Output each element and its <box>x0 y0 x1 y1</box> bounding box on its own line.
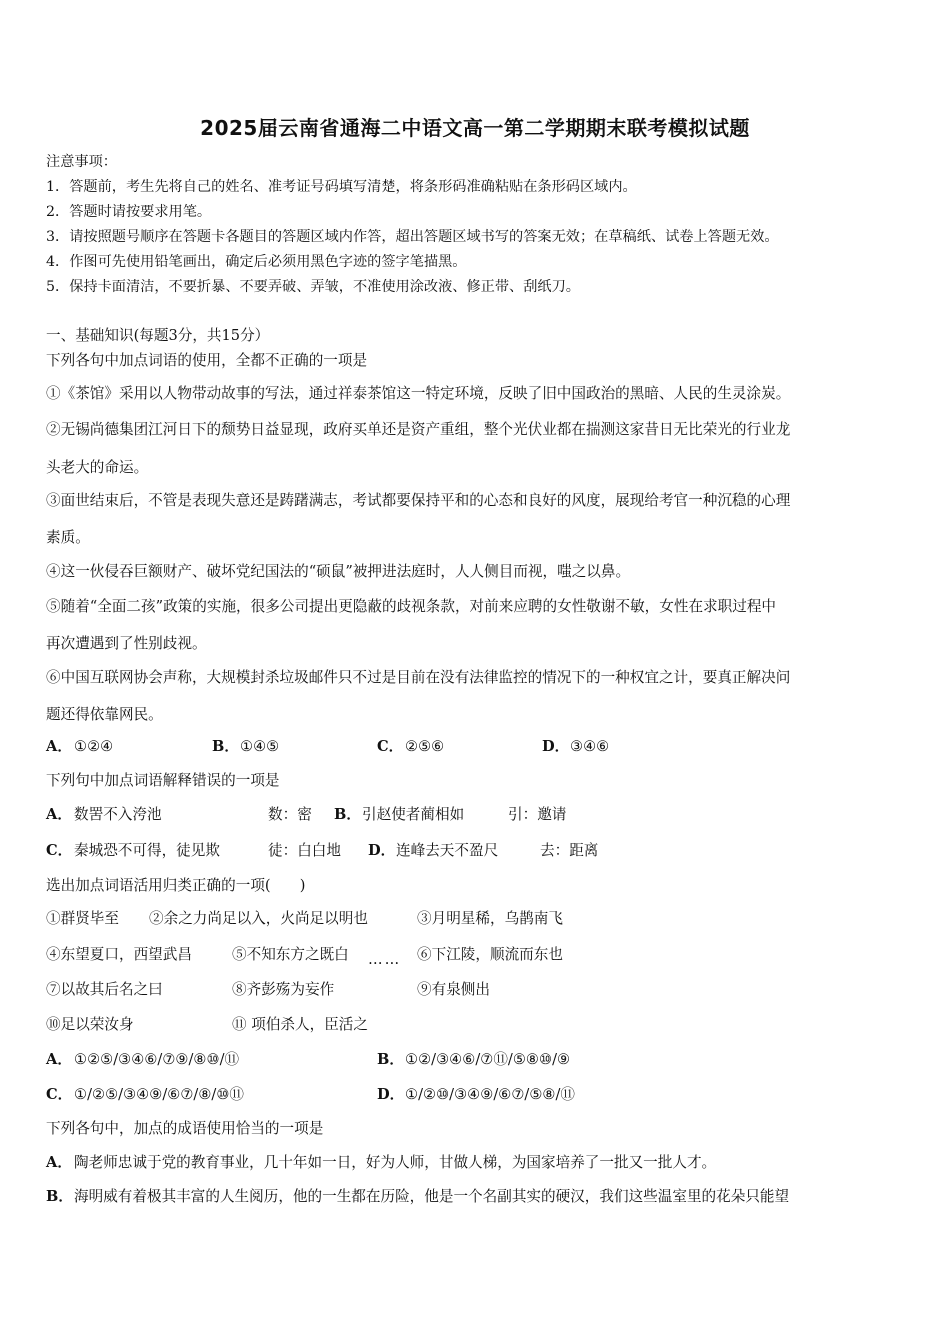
notice-heading: 注意事项： <box>46 154 117 170</box>
item: ①群贤毕至 <box>46 910 119 927</box>
notice-item: 3．请按照题号顺序在答题卡各题目的答题区域内作答，超出答题区域书写的答案无效；在草稿纸、试卷上答题无效。 <box>46 229 779 245</box>
item: ⑥下江陵，顺流而东也 <box>417 946 563 963</box>
question-stem: 下列各句中加点词语的使用，全都不正确的一项是 <box>46 352 368 369</box>
sentence: ③面世结束后，不管是表现失意还是踌躇满志，考试都要保持平和的心态和良好的风度，展现给考官一种沉稳的心理 <box>46 492 791 509</box>
item: ⑨有泉侧出 <box>417 981 490 998</box>
item: ⑤不知东方之既白 <box>232 946 349 963</box>
item: ②余之力尚足以入，火尚足以明也 <box>149 910 368 927</box>
sentence: 题还得依靠网民。 <box>46 706 163 723</box>
exam-page: 2025届云南省通海二中语文高一第二学期期末联考模拟试题 注意事项： 1．答题前，考生先将自己的姓名、准考证号码填写清楚，将条形码准确粘贴在条形码区域内。 2．答题时请按要求用笔。 3．请按照题号顺序在答题卡各题目的答题区域内作答，超出答题区域书写的答案无效；在草稿纸、试卷上答题无效。 4．作图可先使用铅笔画出，确定后必须用黑色字迹的签字笔描黑。 5．保持卡面清洁，不要折暴、不要弄破、弄皱，不准使用涂改液、修正带、刮纸刀。 一、基础知识(每题3分，共15分） 下列各句中加点词语的使用，全都不正确的一项是 ①《茶馆》采用以人物带动故事的写法，通过祥泰茶馆这一特定环境，反映了旧中国政治的黑暗、人民的生灵涂炭。 ②无锡尚德集团江河日下的颓势日益显现，政府买单还是资产重组，整个光伏业都在揣测这家昔日无比荣光的行业龙 头老大的命运。 ③面世结束后，不管是表现失意还是踌躇满志，考试都要保持平和的心态和良好的风度，展现给考官一种沉稳的心理 素质。 ④这一伙侵吞巨额财产、破坏党纪国法的“硕鼠”被押进法庭时，人人侧目而视，嗤之以鼻。 ⑤随着“全面二孩”政策的实施，很多公司提出更隐蔽的歧视条款，对前来应聘的女性敬谢不敏，女性在求职过程中 再次遭遇到了性别歧视。 ⑥中国互联网协会声称，大规模封杀垃圾邮件只不过是目前在没有法律监控的情况下的一种权宜之计，要真正解决问 题还得依靠网民。 A． ①②④ B． ①④⑤ C． ②⑤⑥ D． ③④⑥ 下列句中加点词语解释错误的一项是 A． 数罟不入洿池 数：密 B． 引赵使者蔺相如 引：邀请 C． 秦城恐不可得，徒见欺 徒：白白地 D． 连峰去天不盈尺 去：距离 选出加点词语活用归类正确的一项( ) ①群贤毕至 ②余之力尚足以入，火尚足以明也 ③月明星稀，乌鹊南飞 ④东望夏口，西望武昌 ⑤不知东方之既白 …… ⑥下江陵，顺流而东也 ⑦以故其后名之曰 ⑧齐彭殇为妄作 ⑨有泉侧出 ⑩足以荣汝身 ⑪ 项伯杀人，臣活之 A． ①②⑤/③④⑥/⑦⑨/⑧⑩/⑪ B． ①②/③④⑥/⑦⑪/⑤⑧⑩/⑨ C． ①/②⑤/③④⑨/⑥⑦/⑧/⑩⑪ D． ①/②⑩/③④⑨/⑥⑦/⑤⑧/⑪ 下列各句中，加点的成语使用恰当的一项是 A． 陶老师忠诚于党的教育事业，几十年如一日，好为人师，甘做人梯，为国家培养了一批又一批人才。 B． 海明威有着极其丰富的人生阅历，他的一生都在历险，他是一个名副其实的硬汉，我们这些温室里的花朵只能望 <box>0 0 950 1344</box>
notice-item: 5．保持卡面清洁，不要折暴、不要弄破、弄皱，不准使用涂改液、修正带、刮纸刀。 <box>46 279 580 295</box>
item: ⑦以故其后名之曰 <box>46 981 163 998</box>
question-stem: 选出加点词语活用归类正确的一项( ) <box>46 877 306 894</box>
sentence: ⑤随着“全面二孩”政策的实施，很多公司提出更隐蔽的歧视条款，对前来应聘的女性敬谢不敏，女性在求职过程中 <box>46 598 777 615</box>
sentence: ②无锡尚德集团江河日下的颓势日益显现，政府买单还是资产重组，整个光伏业都在揣测这家昔日无比荣光的行业龙 <box>46 421 791 438</box>
emphasis-dots: …… <box>368 951 402 968</box>
page-title: 2025届云南省通海二中语文高一第二学期期末联考模拟试题 <box>200 116 750 140</box>
section-heading: 一、基础知识(每题3分，共15分） <box>46 327 270 344</box>
sentence: 素质。 <box>46 529 90 546</box>
item: ⑪ 项伯杀人，臣活之 <box>232 1016 368 1033</box>
sentence: ⑥中国互联网协会声称，大规模封杀垃圾邮件只不过是目前在没有法律监控的情况下的一种权宜之计，要真正解决问 <box>46 669 791 686</box>
sentence: ④这一伙侵吞巨额财产、破坏党纪国法的“硕鼠”被押进法庭时，人人侧目而视，嗤之以鼻。 <box>46 563 631 580</box>
item: ④东望夏口，西望武昌 <box>46 946 192 963</box>
sentence: ①《茶馆》采用以人物带动故事的写法，通过祥泰茶馆这一特定环境，反映了旧中国政治的黑暗、人民的生灵涂炭。 <box>46 385 791 402</box>
notice-item: 4．作图可先使用铅笔画出，确定后必须用黑色字迹的签字笔描黑。 <box>46 254 467 270</box>
question-stem: 下列各句中，加点的成语使用恰当的一项是 <box>46 1120 324 1137</box>
sentence: 头老大的命运。 <box>46 459 149 476</box>
notice-item: 2．答题时请按要求用笔。 <box>46 204 212 220</box>
item: ③月明星稀，乌鹊南飞 <box>417 910 563 927</box>
question-stem: 下列句中加点词语解释错误的一项是 <box>46 772 280 789</box>
notice-item: 1．答题前，考生先将自己的姓名、准考证号码填写清楚，将条形码准确粘贴在条形码区域内。 <box>46 179 637 195</box>
item: ⑧齐彭殇为妄作 <box>232 981 335 998</box>
item: ⑩足以荣汝身 <box>46 1016 134 1033</box>
sentence: 再次遭遇到了性别歧视。 <box>46 635 207 652</box>
